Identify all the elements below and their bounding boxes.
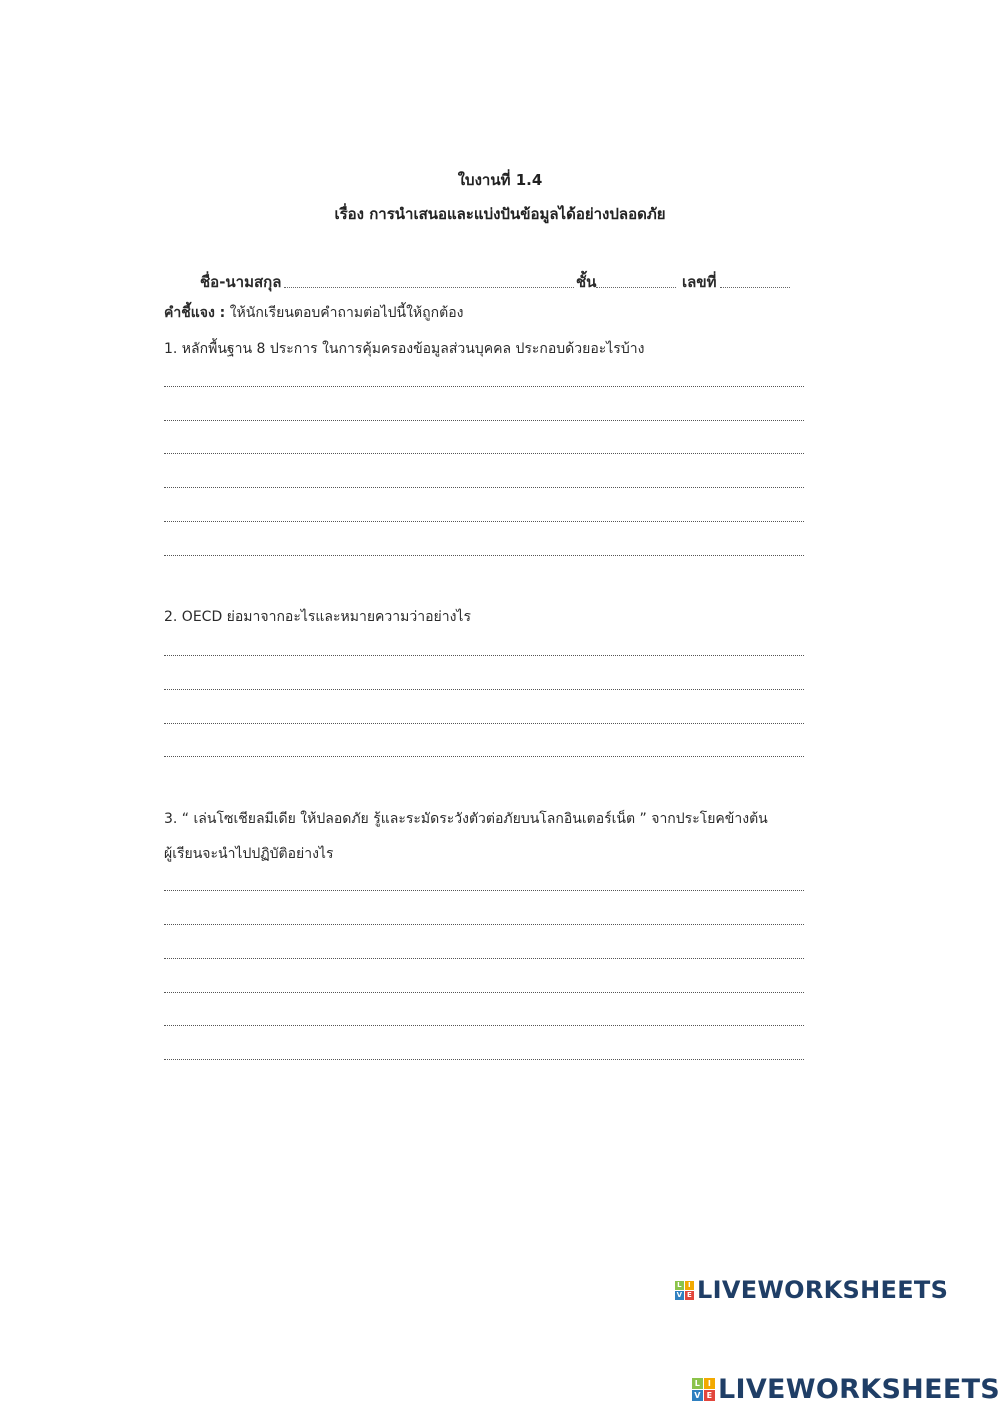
name-label: ชื่อ-นามสกุล (200, 273, 282, 291)
answer-line[interactable] (164, 890, 804, 891)
worksheet-subtitle: เรื่อง การนำเสนอและแบ่งปันข้อมูลได้อย่างปลอดภัย (334, 205, 666, 223)
liveworksheets-mark-icon (675, 1281, 694, 1300)
name-field[interactable] (284, 287, 574, 288)
instructions (164, 302, 463, 324)
question-1: 1. หลักพื้นฐาน 8 ประการ ในการคุ้มครองข้อมูลส่วนบุคคล ประกอบด้วยอะไรบ้าง (164, 341, 645, 357)
answer-line[interactable] (164, 958, 804, 959)
answer-line[interactable] (164, 487, 804, 488)
answer-line[interactable] (164, 992, 804, 993)
answer-line[interactable] (164, 1059, 804, 1060)
class-label: ชั้น (576, 273, 597, 291)
logo-text: LIVEWORKSHEETS (697, 1276, 949, 1304)
answer-line[interactable] (164, 555, 804, 556)
answer-line[interactable] (164, 1025, 804, 1026)
liveworksheets-mark-icon (692, 1378, 715, 1401)
answer-line[interactable] (164, 756, 804, 757)
instructions-label: คำชี้แจง : (164, 305, 226, 321)
mark-letter: L (692, 1378, 703, 1389)
answer-line[interactable] (164, 723, 804, 724)
mark-letter: L (675, 1281, 684, 1290)
answer-line[interactable] (164, 655, 804, 656)
answer-line[interactable] (164, 924, 804, 925)
mark-letter: V (676, 1290, 683, 1299)
worksheet-title: ใบงานที่ 1.4 (457, 171, 543, 189)
number-label: เลขที่ (682, 273, 717, 291)
student-info-row (200, 270, 800, 292)
number-field[interactable] (720, 287, 790, 288)
answer-line[interactable] (164, 420, 804, 421)
instructions-text: ให้นักเรียนตอบคำถามต่อไปนี้ให้ถูกต้อง (225, 305, 464, 321)
question-3-continued: ผู้เรียนจะนำไปปฏิบัติอย่างไร (164, 846, 334, 862)
liveworksheets-logo-footer (692, 1374, 1000, 1405)
mark-letter: E (686, 1290, 693, 1299)
mark-letter: V (692, 1390, 703, 1401)
mark-letter: E (704, 1390, 715, 1401)
question-2: 2. OECD ย่อมาจากอะไรและหมายความว่าอย่างไร (164, 609, 471, 625)
liveworksheets-logo (675, 1276, 948, 1304)
class-field[interactable] (596, 287, 676, 288)
logo-text: LIVEWORKSHEETS (718, 1374, 1000, 1405)
mark-letter: I (704, 1378, 715, 1389)
answer-line[interactable] (164, 453, 804, 454)
answer-line[interactable] (164, 386, 804, 387)
answer-line[interactable] (164, 521, 804, 522)
answer-line[interactable] (164, 689, 804, 690)
mark-letter: I (685, 1281, 694, 1290)
question-3: 3. “ เล่นโซเชียลมีเดีย ให้ปลอดภัย รู้และระมัดระวังตัวต่อภัยบนโลกอินเตอร์เน็ต ” จากประโยคข้างต้น (164, 811, 768, 827)
